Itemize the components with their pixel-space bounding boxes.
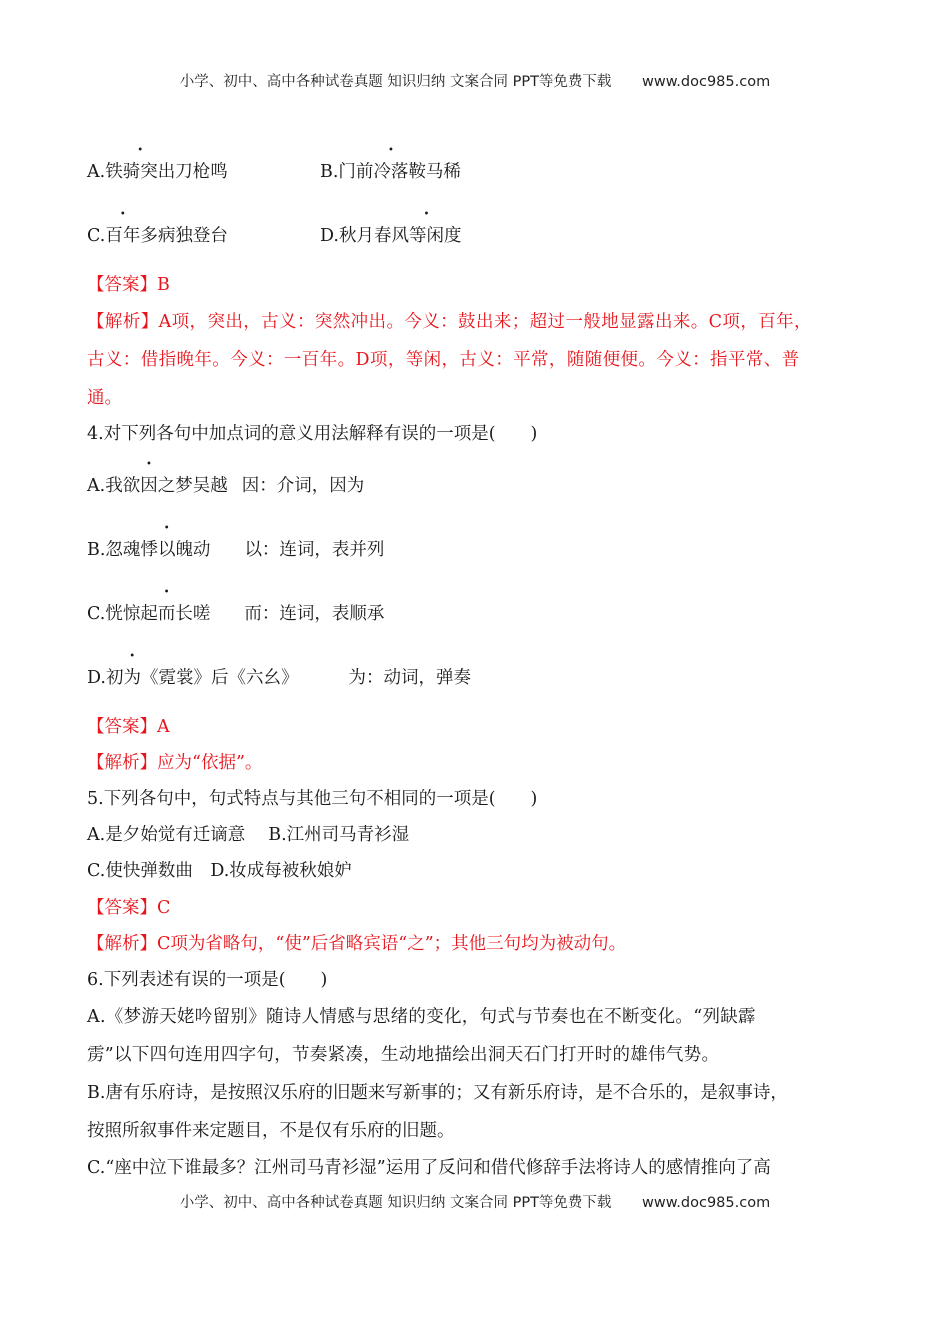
q5-options-line-1: A.是夕始觉有迁谪意 B.江州司马青衫湿 [87, 825, 410, 845]
q6-stem: 6.下列表述有误的一项是( ) [87, 970, 328, 990]
dotted-word: 冷落 [373, 162, 409, 182]
q3-option-b: B.门前冷落鞍马稀 [320, 162, 461, 182]
q4-option-a: A.我欲因之梦吴越 因：介词，因为 [87, 476, 365, 496]
q4-stem: 4.对下列各句中加点词的意义用法解释有误的一项是( ) [87, 424, 538, 444]
q3-option-c: C.百年多病独登台 [87, 226, 228, 246]
dotted-word: 而 [157, 604, 176, 624]
q6-option-a-line-1: A.《梦游天姥吟留别》随诗人情感与思绪的变化，句式与节奏也在不断变化。“列缺霹 [87, 1007, 756, 1027]
dotted-word: 为 [123, 668, 141, 688]
q4-option-b: B.忽魂悸以魄动 以：连词，表并列 [87, 540, 385, 560]
header-site[interactable]: www.doc985.com [642, 74, 771, 90]
q4-option-d: D.初为《霓裳》后《六幺》 为：动词，弹奏 [87, 668, 471, 688]
q5-stem: 5.下列各句中，句式特点与其他三句不相同的一项是( ) [87, 789, 538, 809]
dotted-word: 因 [140, 476, 158, 496]
q3-option-d: D.秋月春风等闲度 [320, 226, 462, 246]
q5-answer: 【答案】C [87, 898, 171, 918]
q3-analysis-line-3: 通。 [87, 388, 122, 408]
dotted-word: 以 [157, 540, 176, 560]
q5-options-line-2: C.使快弹数曲 D.妆成每被秋娘妒 [87, 861, 352, 881]
q3-option-a: A.铁骑突出刀枪鸣 [87, 162, 228, 182]
q6-option-b-line-1: B.唐有乐府诗，是按照汉乐府的旧题来写新事的；又有新乐府诗，是不合乐的，是叙事诗， [87, 1083, 788, 1103]
q3-answer: 【答案】B [87, 275, 170, 295]
header-text: 小学、初中、高中各种试卷真题 知识归纳 文案合同 PPT等免费下载 [179, 74, 612, 90]
q4-option-c: C.恍惊起而长嗟 而：连词，表顺承 [87, 604, 385, 624]
footer-site[interactable]: www.doc985.com [642, 1195, 771, 1211]
page-header [0, 70, 950, 91]
dotted-word: 百年 [105, 226, 141, 246]
q4-answer: 【答案】A [87, 717, 170, 737]
q3-analysis-line-1: 【解析】A项，突出，古义：突然冲出。今义：鼓出来；超过一般地显露出来。C项，百年， [87, 312, 812, 332]
dotted-word: 等闲 [408, 226, 444, 246]
q6-option-c-line-1: C.“座中泣下谁最多？江州司马青衫湿”运用了反问和借代修辞手法将诗人的感情推向了高 [87, 1158, 771, 1178]
q5-analysis: 【解析】C项为省略句，“使”后省略宾语“之”；其他三句均为被动句。 [87, 934, 627, 954]
dotted-word: 骑突 [122, 162, 158, 182]
q3-analysis-line-2: 古义：借指晚年。今义：一百年。D项，等闲，古义：平常，随随便便。今义：指平常、普 [87, 350, 800, 370]
footer-text: 小学、初中、高中各种试卷真题 知识归纳 文案合同 PPT等免费下载 [179, 1195, 612, 1211]
q6-option-b-line-2: 按照所叙事件来定题目，不是仅有乐府的旧题。 [87, 1121, 455, 1141]
q4-analysis: 【解析】应为“依据”。 [87, 753, 263, 773]
q6-option-a-line-2: 雳”以下四句连用四字句，节奏紧凑，生动地描绘出洞天石门打开时的雄伟气势。 [87, 1045, 720, 1065]
page-footer [0, 1191, 950, 1212]
